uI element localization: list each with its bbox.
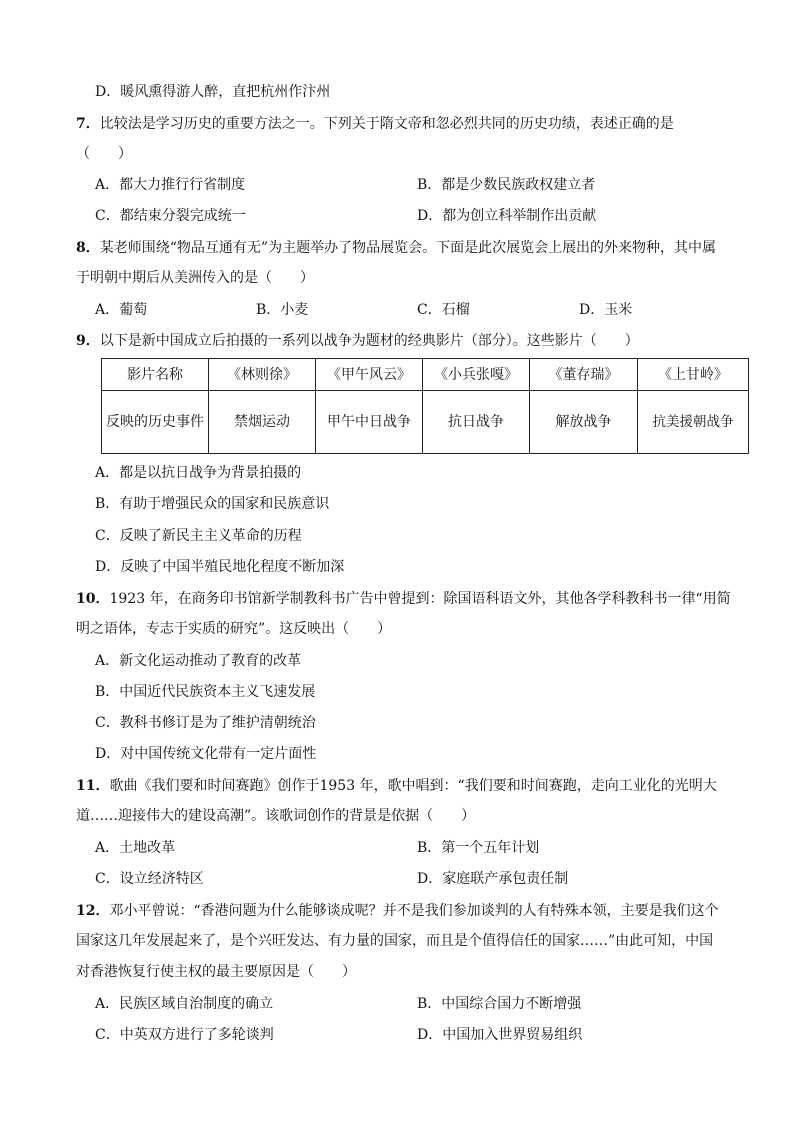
q7-stem-line2: （ ） [76, 146, 132, 162]
table-cell: 反映的历史事件 [102, 391, 209, 454]
q12-option-d: D．中国加入世界贸易组织 [417, 1027, 583, 1043]
q9-stem-text: 以下是新中国成立后拍摄的一系列以战争为题材的经典影片（部分）。这些影片（ ） [99, 333, 639, 349]
q10-option-c: C．教科书修订是为了维护清朝统治 [95, 715, 316, 731]
q8-stem-line1 [76, 238, 716, 258]
q8-option-b: B．小麦 [256, 302, 309, 318]
table-cell: 抗美援朝战争 [638, 391, 749, 454]
q7-stem-line1 [76, 114, 674, 134]
q10-stem-text: 1923 年，在商务印书馆新学制教科书广告中曾提到：除国语科语文外，其他各学科教科书一律“用简 [109, 591, 731, 607]
film-table [101, 358, 749, 454]
q11-stem-line1 [76, 776, 717, 796]
table-header-cell: 《小兵张嘎》 [423, 359, 530, 391]
table-cell: 抗日战争 [423, 391, 530, 454]
q10-stem-line2: 明之语体，专志于实质的研究”。这反映出（ ） [76, 621, 392, 637]
q7-option-c: C．都结束分裂完成统一 [95, 208, 246, 224]
q12-stem-line3: 对香港恢复行使主权的最主要原因是（ ） [76, 964, 356, 980]
q11-stem-text: 歌曲《我们要和时间赛跑》创作于1953 年，歌中唱到：“我们要和时间赛跑，走向工业化的光明大 [109, 778, 717, 794]
table-header-cell: 《甲午风云》 [316, 359, 423, 391]
q11-option-b: B．第一个五年计划 [417, 840, 540, 856]
q8-option-a: A．葡萄 [95, 302, 148, 318]
table-header-cell: 影片名称 [102, 359, 209, 391]
q10-stem-line1 [76, 589, 731, 609]
q12-number: 12． [76, 903, 110, 919]
q7-number: 7． [76, 116, 100, 132]
q11-option-c: C．设立经济特区 [95, 871, 204, 887]
q7-option-d: D．都为创立科举制作出贡献 [417, 208, 597, 224]
q11-option-d: D．家庭联产承包责任制 [417, 871, 569, 887]
q7-option-b: B．都是少数民族政权建立者 [417, 177, 596, 193]
q10-number: 10． [76, 591, 110, 607]
table-cell: 禁烟运动 [209, 391, 316, 454]
table-cell: 解放战争 [530, 391, 638, 454]
q10-option-d: D．对中国传统文化带有一定片面性 [95, 746, 317, 762]
q6-option-d: D．暖风熏得游人醉，直把杭州作汴州 [95, 84, 331, 100]
q11-number: 11． [76, 778, 110, 794]
q8-stem-text: 某老师围绕“物品互通有无”为主题举办了物品展览会。下面是此次展览会上展出的外来物种，其中属 [99, 240, 717, 256]
q9-number: 9． [76, 333, 100, 349]
q8-number: 8． [76, 240, 100, 256]
q7-option-a: A．都大力推行行省制度 [95, 177, 246, 193]
table-header-cell: 《董存瑞》 [530, 359, 638, 391]
q7-stem-text: 比较法是学习历史的重要方法之一。下列关于隋文帝和忽必烈共同的历史功绩，表述正确的是 [99, 116, 674, 132]
q11-option-a: A．土地改革 [95, 840, 176, 856]
q12-option-a: A．民族区域自治制度的确立 [95, 996, 274, 1012]
q12-stem-text: 邓小平曾说：“香港问题为什么能够谈成呢？并不是我们参加谈判的人有特殊本领，主要是我们这个 [109, 903, 719, 919]
q8-stem-line2: 于明朝中期后从美洲传入的是（ ） [76, 270, 314, 286]
q8-option-c: C．石榴 [417, 302, 470, 318]
table-cell: 甲午中日战争 [316, 391, 423, 454]
q9-stem-line1 [76, 331, 639, 351]
q9-option-d: D．反映了中国半殖民地化程度不断加深 [95, 559, 345, 575]
q8-option-d: D．玉米 [579, 302, 633, 318]
table-header-cell: 《林则徐》 [209, 359, 316, 391]
q9-option-a: A．都是以抗日战争为背景拍摄的 [95, 465, 302, 481]
q12-option-c: C．中英双方进行了多轮谈判 [95, 1027, 274, 1043]
q12-stem-line2: 国家这几年发展起来了，是个兴旺发达、有力量的国家，而且是个值得信任的国家……”由此可知，中国 [76, 933, 714, 949]
film-table-event-row [102, 391, 749, 454]
q9-option-c: C．反映了新民主主义革命的历程 [95, 528, 302, 544]
film-table-header-row [102, 359, 749, 391]
q10-option-a: A．新文化运动推动了教育的改革 [95, 653, 302, 669]
table-header-cell: 《上甘岭》 [638, 359, 749, 391]
q11-stem-line2: 道……迎接伟大的建设高潮”。该歌词创作的背景是依据（ ） [76, 808, 476, 824]
q12-stem-line1 [76, 901, 719, 921]
q9-option-b: B．有助于增强民众的国家和民族意识 [95, 496, 330, 512]
q10-option-b: B．中国近代民族资本主义飞速发展 [95, 684, 316, 700]
q12-option-b: B．中国综合国力不断增强 [417, 996, 582, 1012]
